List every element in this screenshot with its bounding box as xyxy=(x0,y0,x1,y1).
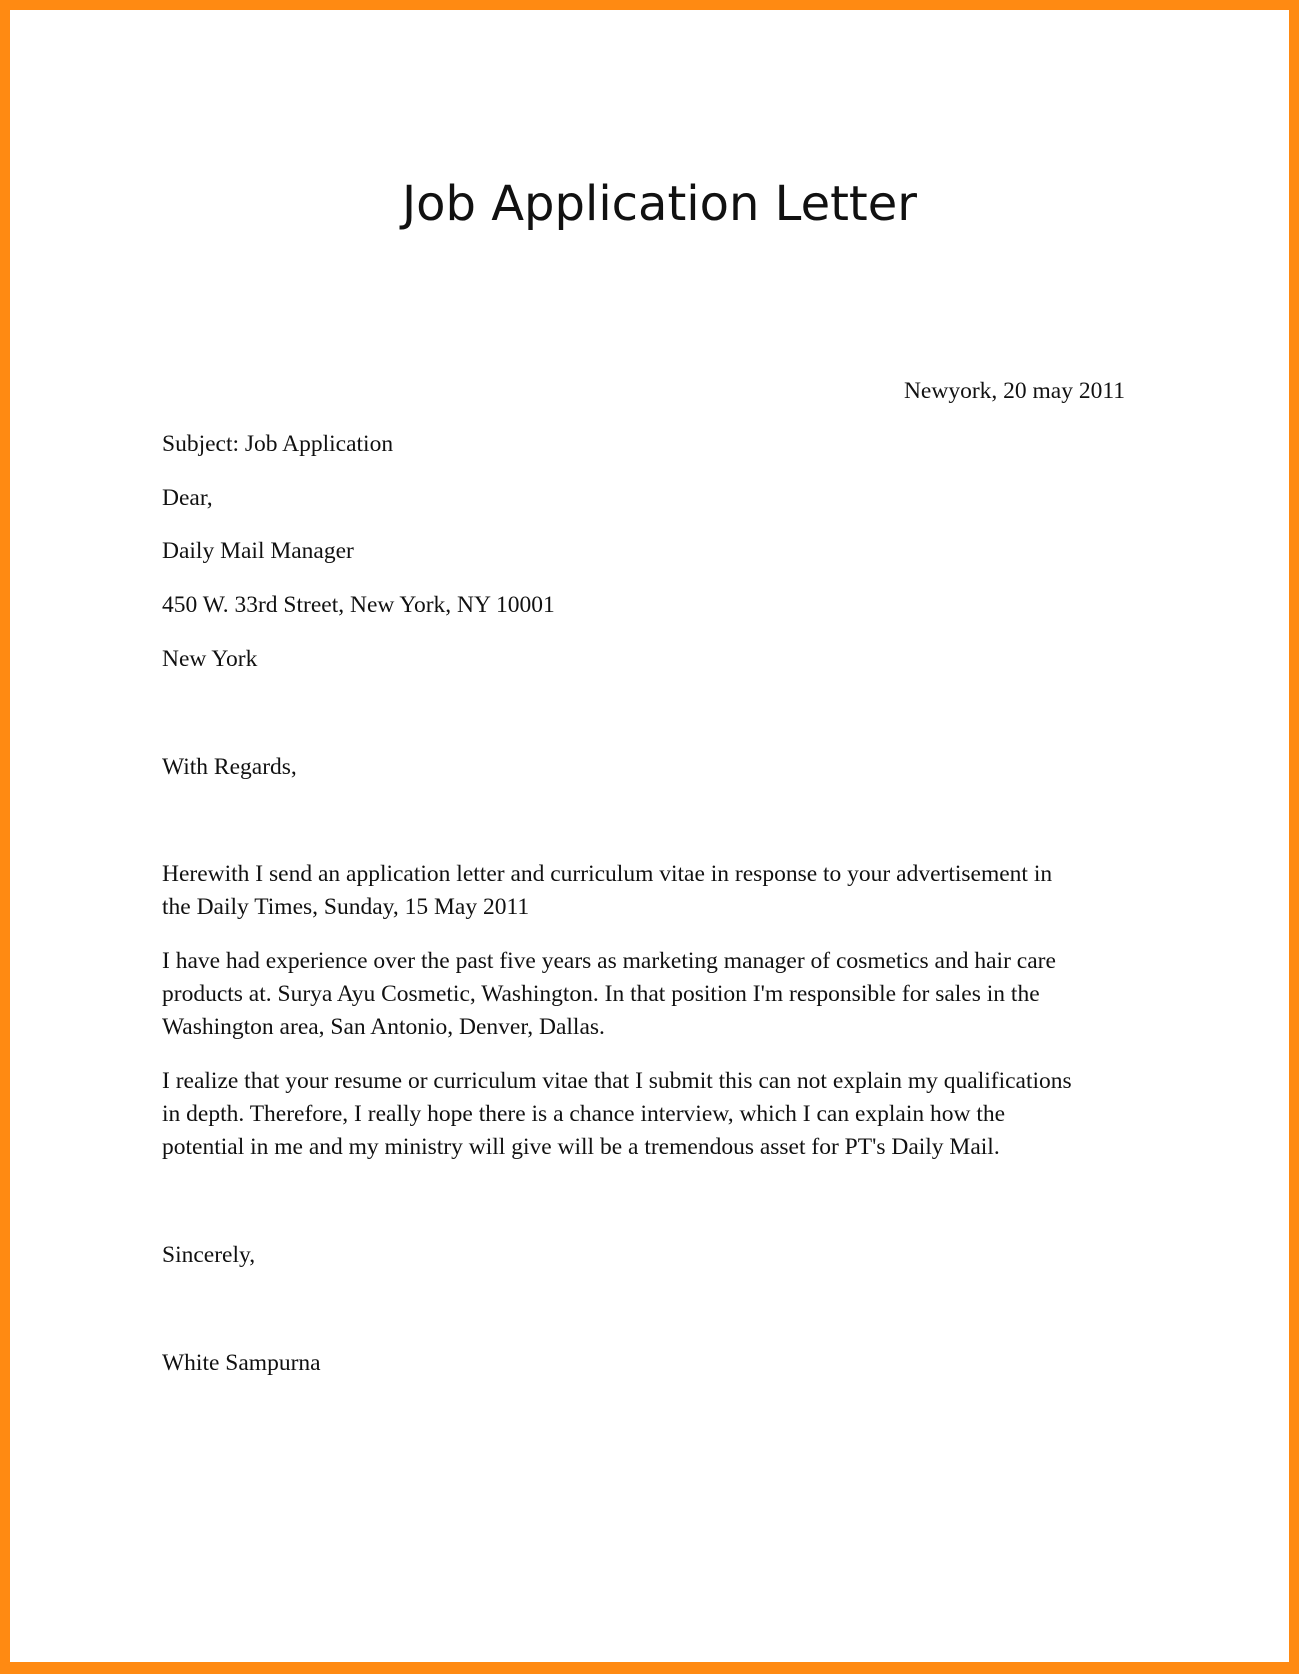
recipient-name: Daily Mail Manager xyxy=(162,538,354,564)
closing-line: Sincerely, xyxy=(162,1242,256,1268)
paragraph-1-line-1: Herewith I send an application letter and curriculum vitae in response to your advertisement in xyxy=(162,861,1053,887)
regards-line: With Regards, xyxy=(162,754,297,780)
signature-name: White Sampurna xyxy=(162,1350,321,1376)
paragraph-2-line-1: I have had experience over the past five years as marketing manager of cosmetics and hair care xyxy=(162,948,1056,974)
recipient-city: New York xyxy=(162,646,258,672)
paragraph-1-line-2: the Daily Times, Sunday, 15 May 2011 xyxy=(162,894,530,920)
subject-line: Subject: Job Application xyxy=(162,431,394,457)
paragraph-3-line-2: in depth. Therefore, I really hope there is a chance interview, which I can explain how the xyxy=(162,1101,1006,1127)
paragraph-3-line-1: I realize that your resume or curriculum vitae that I submit this can not explain my qualifications xyxy=(162,1068,1072,1094)
recipient-street: 450 W. 33rd Street, New York, NY 10001 xyxy=(162,592,555,618)
letter-date: Newyork, 20 may 2011 xyxy=(903,378,1125,404)
paragraph-2-line-2: products at. Surya Ayu Cosmetic, Washington. In that position I'm responsible for sales in the xyxy=(162,981,1040,1007)
paragraph-2-line-3: Washington area, San Antonio, Denver, Dallas. xyxy=(162,1014,605,1040)
salutation: Dear, xyxy=(162,485,213,511)
paragraph-3-line-3: potential in me and my ministry will give will be a tremendous asset for PT's Daily Mail. xyxy=(162,1134,1000,1160)
letter-title: Job Application Letter xyxy=(401,176,918,232)
